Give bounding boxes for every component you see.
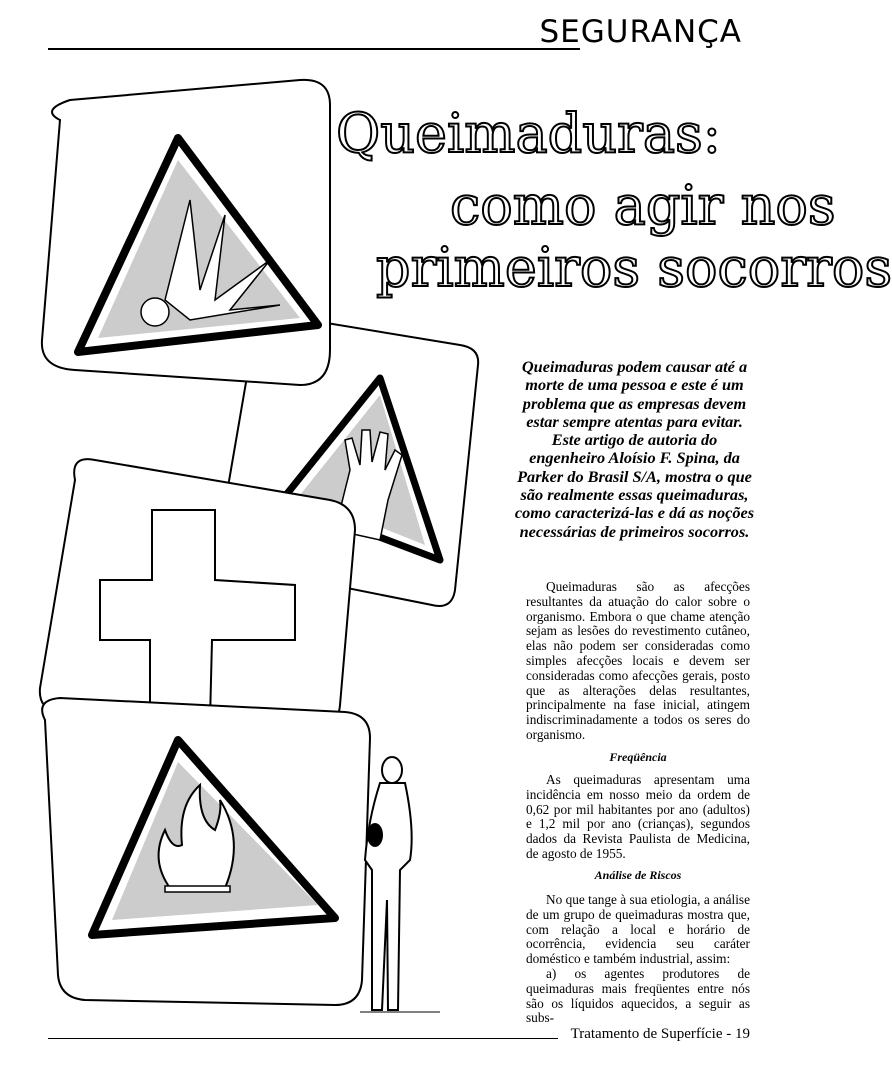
explosion-sign-icon: [42, 80, 330, 385]
paragraph-text: As queimaduras apresentam uma incidência em nosso meio da ordem de 0,62 por mil habitantes por ano (adultos) e 1,2 mil por ano (crianças), segundos dados da Revista Paulista de Medicina, de agosto de 1955.: [526, 772, 750, 861]
section-title: SEGURANÇA: [539, 14, 742, 50]
body-paragraph-2: [526, 773, 750, 862]
body-paragraph-3: [526, 893, 750, 1026]
paragraph-text: a) os agentes produtores de queimaduras mais freqüentes entre nós são os líquidos aquecidos, a seguir as subs-: [526, 965, 750, 1026]
lead-paragraph: Queimaduras podem causar até a morte de uma pessoa e este é um problema que as empresas devem estar sempre atentas para evitar. Este artigo de autoria do engenheiro Aloísio F. Spina, da Parker do Brasil S/A, mostra o que são realmente essas queimaduras, como caracterizá-las e dá as noções necessárias de primeiros socorros.: [514, 357, 755, 541]
paragraph-text: Queimaduras são as afecções resultantes da atuação do calor sobre o organismo. Embora o que chame atenção sejam as lesões do revestimento cutâneo, elas não podem ser consideradas como simples afecções locais e devem ser consideradas como afecções gerais, posto que as alterações delas resultantes, principalmente na fase inicial, atingem indiscriminadamente a todos os seres do organismo.: [526, 579, 750, 742]
person-figure-icon: [360, 757, 440, 1012]
body-paragraph-1: [526, 580, 750, 743]
title-line-1: Queimaduras:: [336, 102, 721, 165]
footer-rule: [48, 1038, 558, 1039]
paragraph-text: No que tange à sua etiologia, a análise de um grupo de queimaduras mostra que, com relação a local e horário de ocorrência, evidencia seu caráter doméstico e também industrial, assim:: [526, 892, 750, 967]
page-footer: Tratamento de Superfície - 19: [570, 1026, 750, 1042]
first-aid-cross-sign-icon: [40, 459, 355, 728]
title-line-2: como agir nos: [450, 174, 836, 237]
subheading-analise-riscos: Análise de Riscos: [594, 868, 682, 882]
flame-sign-icon: [42, 698, 370, 1005]
title-line-3: primeiros socorros: [376, 236, 892, 299]
subheading-frequencia: Freqüência: [609, 750, 667, 764]
header-rule: [48, 48, 580, 50]
